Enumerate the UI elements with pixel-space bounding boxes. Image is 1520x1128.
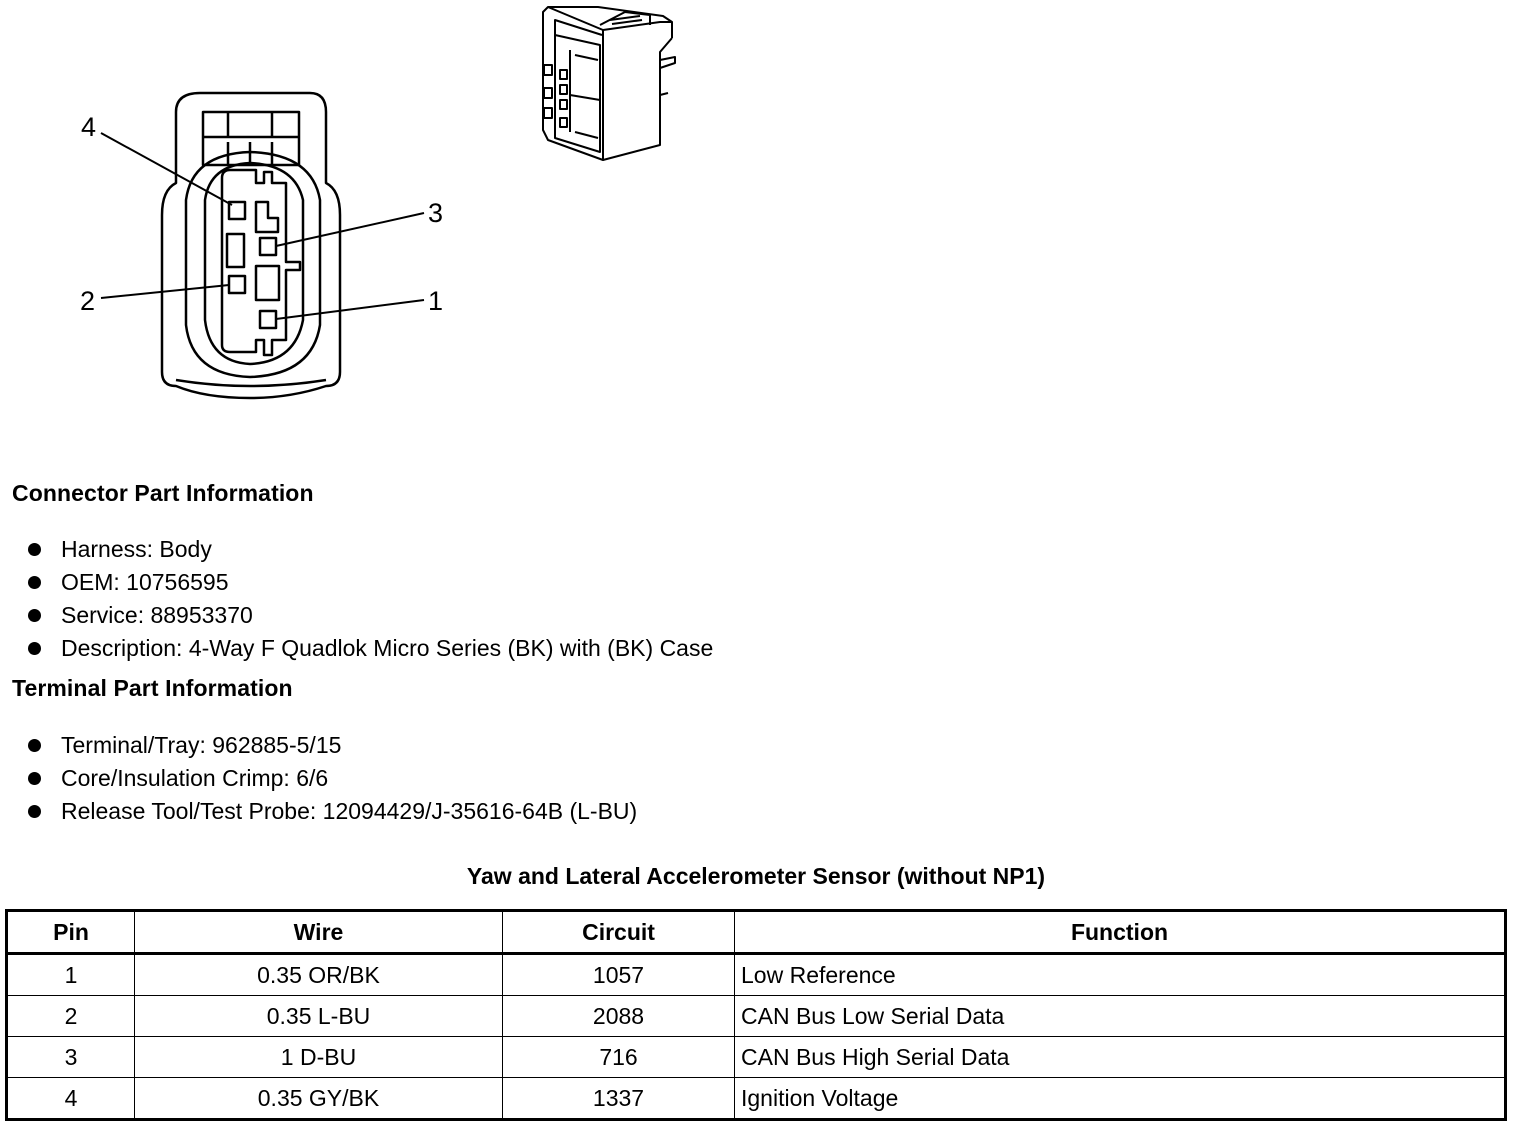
terminal-part-info-list: [28, 729, 637, 828]
table-header-row: [7, 911, 1506, 954]
terminal-2: [229, 276, 245, 293]
list-item: [28, 632, 713, 665]
table-title: Yaw and Lateral Accelerometer Sensor (without NP1): [466, 863, 1046, 889]
callout-label-4: 4: [81, 112, 97, 142]
terminal-part-info-heading: Terminal Part Information: [12, 675, 293, 701]
table-row: [7, 1078, 1506, 1120]
callout-label-1: 1: [428, 286, 444, 316]
callout-label-2: 2: [80, 286, 96, 316]
bullet-icon: [28, 642, 41, 655]
bullet-icon: [28, 772, 41, 785]
column-header-wire: Wire: [135, 911, 503, 954]
list-item: [28, 762, 637, 795]
circuit-cell: 1057: [503, 954, 735, 996]
connector-face-diagram: [60, 85, 460, 405]
table-row: [7, 1037, 1506, 1078]
terminal-tray-text: Terminal/Tray: 962885-5/15: [61, 732, 342, 758]
bullet-icon: [28, 609, 41, 622]
column-header-circuit: Circuit: [503, 911, 735, 954]
terminal-1: [260, 311, 276, 328]
circuit-cell: 716: [503, 1037, 735, 1078]
leader-line-2: [101, 285, 229, 298]
connector-part-info-list: [28, 533, 713, 665]
description-text: Description: 4-Way F Quadlok Micro Series (BK) with (BK) Case: [61, 635, 714, 661]
table-row: [7, 996, 1506, 1037]
pin-cell: 1: [7, 954, 135, 996]
leader-line-3: [276, 213, 424, 246]
release-tool-text: Release Tool/Test Probe: 12094429/J-35616-64B (L-BU): [61, 798, 638, 824]
circuit-cell: 1337: [503, 1078, 735, 1120]
table-row: [7, 954, 1506, 996]
function-cell: Ignition Voltage: [735, 1078, 1506, 1120]
function-cell: Low Reference: [735, 954, 1506, 996]
list-item: [28, 533, 713, 566]
service-text: Service: 88953370: [61, 602, 253, 628]
pinout-table: [5, 909, 1507, 1121]
column-header-function: Function: [735, 911, 1506, 954]
leader-line-1: [276, 300, 424, 319]
list-item: [28, 599, 713, 632]
connector-isometric-diagram: [528, 2, 688, 167]
list-item: [28, 729, 637, 762]
wire-cell: 0.35 OR/BK: [135, 954, 503, 996]
connector-part-info-heading: Connector Part Information: [12, 480, 314, 506]
circuit-cell: 2088: [503, 996, 735, 1037]
bullet-icon: [28, 739, 41, 752]
function-cell: CAN Bus Low Serial Data: [735, 996, 1506, 1037]
bullet-icon: [28, 543, 41, 556]
column-header-pin: Pin: [7, 911, 135, 954]
list-item: [28, 795, 637, 828]
wire-cell: 1 D-BU: [135, 1037, 503, 1078]
pin-cell: 3: [7, 1037, 135, 1078]
list-item: [28, 566, 713, 599]
function-cell: CAN Bus High Serial Data: [735, 1037, 1506, 1078]
pin-cell: 4: [7, 1078, 135, 1120]
crimp-text: Core/Insulation Crimp: 6/6: [61, 765, 329, 791]
terminal-3: [260, 238, 276, 255]
wire-cell: 0.35 GY/BK: [135, 1078, 503, 1120]
bullet-icon: [28, 576, 41, 589]
callout-label-3: 3: [428, 198, 444, 228]
pin-cell: 2: [7, 996, 135, 1037]
bullet-icon: [28, 805, 41, 818]
oem-text: OEM: 10756595: [61, 569, 229, 595]
harness-text: Harness: Body: [61, 536, 212, 562]
wire-cell: 0.35 L-BU: [135, 996, 503, 1037]
